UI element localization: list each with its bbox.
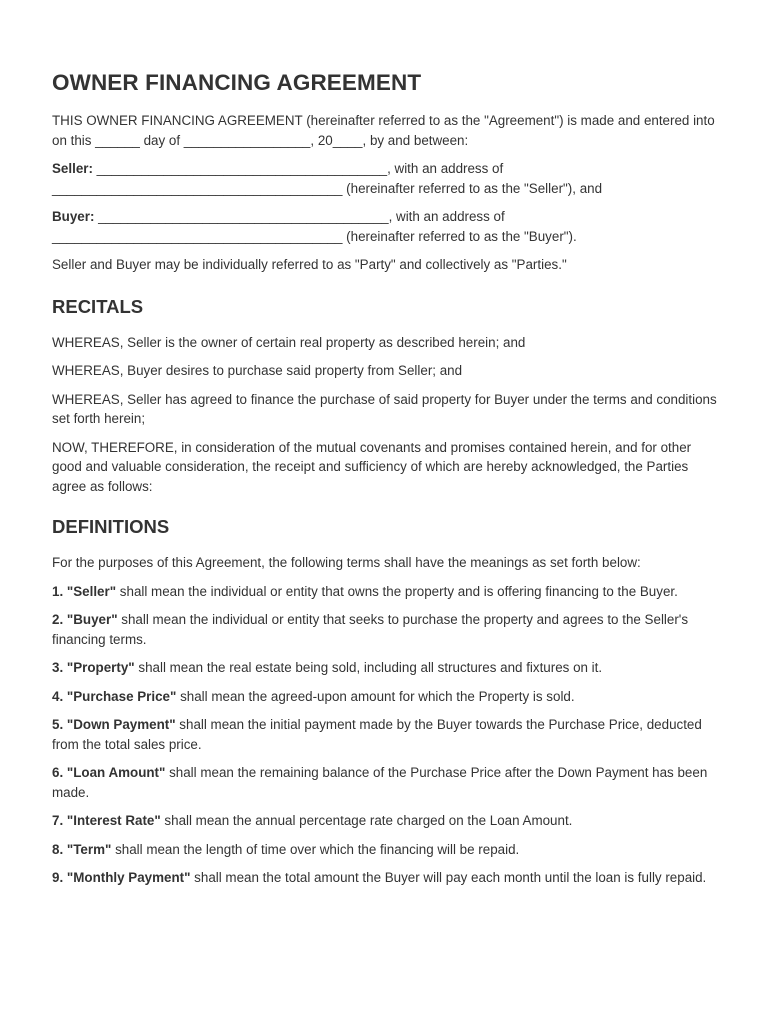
definition-text: shall mean the length of time over which the financing will be repaid. [111, 841, 520, 857]
definition-term: 2. "Buyer" [52, 612, 118, 627]
definition-item [52, 582, 724, 602]
definition-text: shall mean the annual percentage rate charged on the Loan Amount. [160, 813, 573, 828]
buyer-text: _______________________________________, with an address of _______________________________________ (hereinafter referred to as the "Buyer"). [52, 209, 577, 244]
definition-term: 3. "Property" [52, 660, 135, 675]
recital-paragraph: NOW, THEREFORE, in consideration of the mutual covenants and promises contained herein, and for other good and valuable consideration, the receipt and sufficiency of which are hereby acknowledged, the Parties agree as follows: [52, 439, 692, 494]
intro-paragraph: THIS OWNER FINANCING AGREEMENT (hereinafter referred to as the "Agreement") is made and entered into on this ______ day of _________________, 20____, by and between: [52, 113, 715, 148]
definition-item [52, 840, 724, 860]
seller-label: Seller: [52, 161, 93, 176]
parties-paragraph: Seller and Buyer may be individually referred to as "Party" and collectively as "Parties." [52, 257, 567, 272]
definition-item [52, 687, 724, 707]
definition-term: 5. "Down Payment" [52, 717, 176, 732]
recital-paragraph: WHEREAS, Seller is the owner of certain real property as described herein; and [52, 334, 526, 350]
definitions-heading: DEFINITIONS [52, 516, 170, 537]
recitals-heading: RECITALS [52, 295, 144, 317]
buyer-label: Buyer: [52, 209, 95, 224]
definition-text: shall mean the individual or entity that owns the property and is offering financing to the Buyer. [116, 583, 678, 599]
definition-item [52, 763, 724, 802]
definition-item [52, 868, 724, 888]
definition-text: shall mean the remaining balance of the Purchase Price after the Down Payment has been made. [52, 765, 708, 800]
definition-term: 9. "Monthly Payment" [52, 870, 191, 885]
definition-text: shall mean the initial payment made by the Buyer towards the Purchase Price, deducted from the total sales price. [52, 717, 702, 752]
definition-term: 6. "Loan Amount" [52, 765, 166, 780]
definitions-intro: For the purposes of this Agreement, the following terms shall have the meanings as set forth below: [52, 555, 641, 570]
definition-term: 7. "Interest Rate" [52, 813, 161, 828]
recital-paragraph: WHEREAS, Seller has agreed to finance the purchase of said property for Buyer under the terms and conditions set forth herein; [52, 391, 717, 426]
definition-item [52, 610, 724, 649]
definition-item [52, 658, 724, 678]
definition-text: shall mean the total amount the Buyer will pay each month until the loan is fully repaid. [190, 870, 707, 885]
seller-paragraph [52, 159, 724, 198]
document-title: OWNER FINANCING AGREEMENT [52, 70, 422, 95]
definition-text: shall mean the real estate being sold, including all structures and fixtures on it. [134, 660, 603, 675]
definition-term: 1. "Seller" [52, 583, 117, 599]
definition-item [52, 811, 724, 831]
definition-item [52, 715, 724, 754]
definition-text: shall mean the individual or entity that seeks to purchase the property and agrees to the Seller's financing terms. [52, 612, 689, 647]
definition-term: 8. "Term" [52, 841, 112, 857]
seller-text: _______________________________________, with an address of _______________________________________ (hereinafter referred to as the "Seller"), and [52, 161, 603, 196]
buyer-paragraph [52, 207, 724, 246]
recital-paragraph: WHEREAS, Buyer desires to purchase said property from Seller; and [52, 363, 463, 378]
document-body [52, 70, 724, 897]
definition-term: 4. "Purchase Price" [52, 688, 177, 704]
definition-text: shall mean the agreed-upon amount for which the Property is sold. [176, 688, 575, 704]
